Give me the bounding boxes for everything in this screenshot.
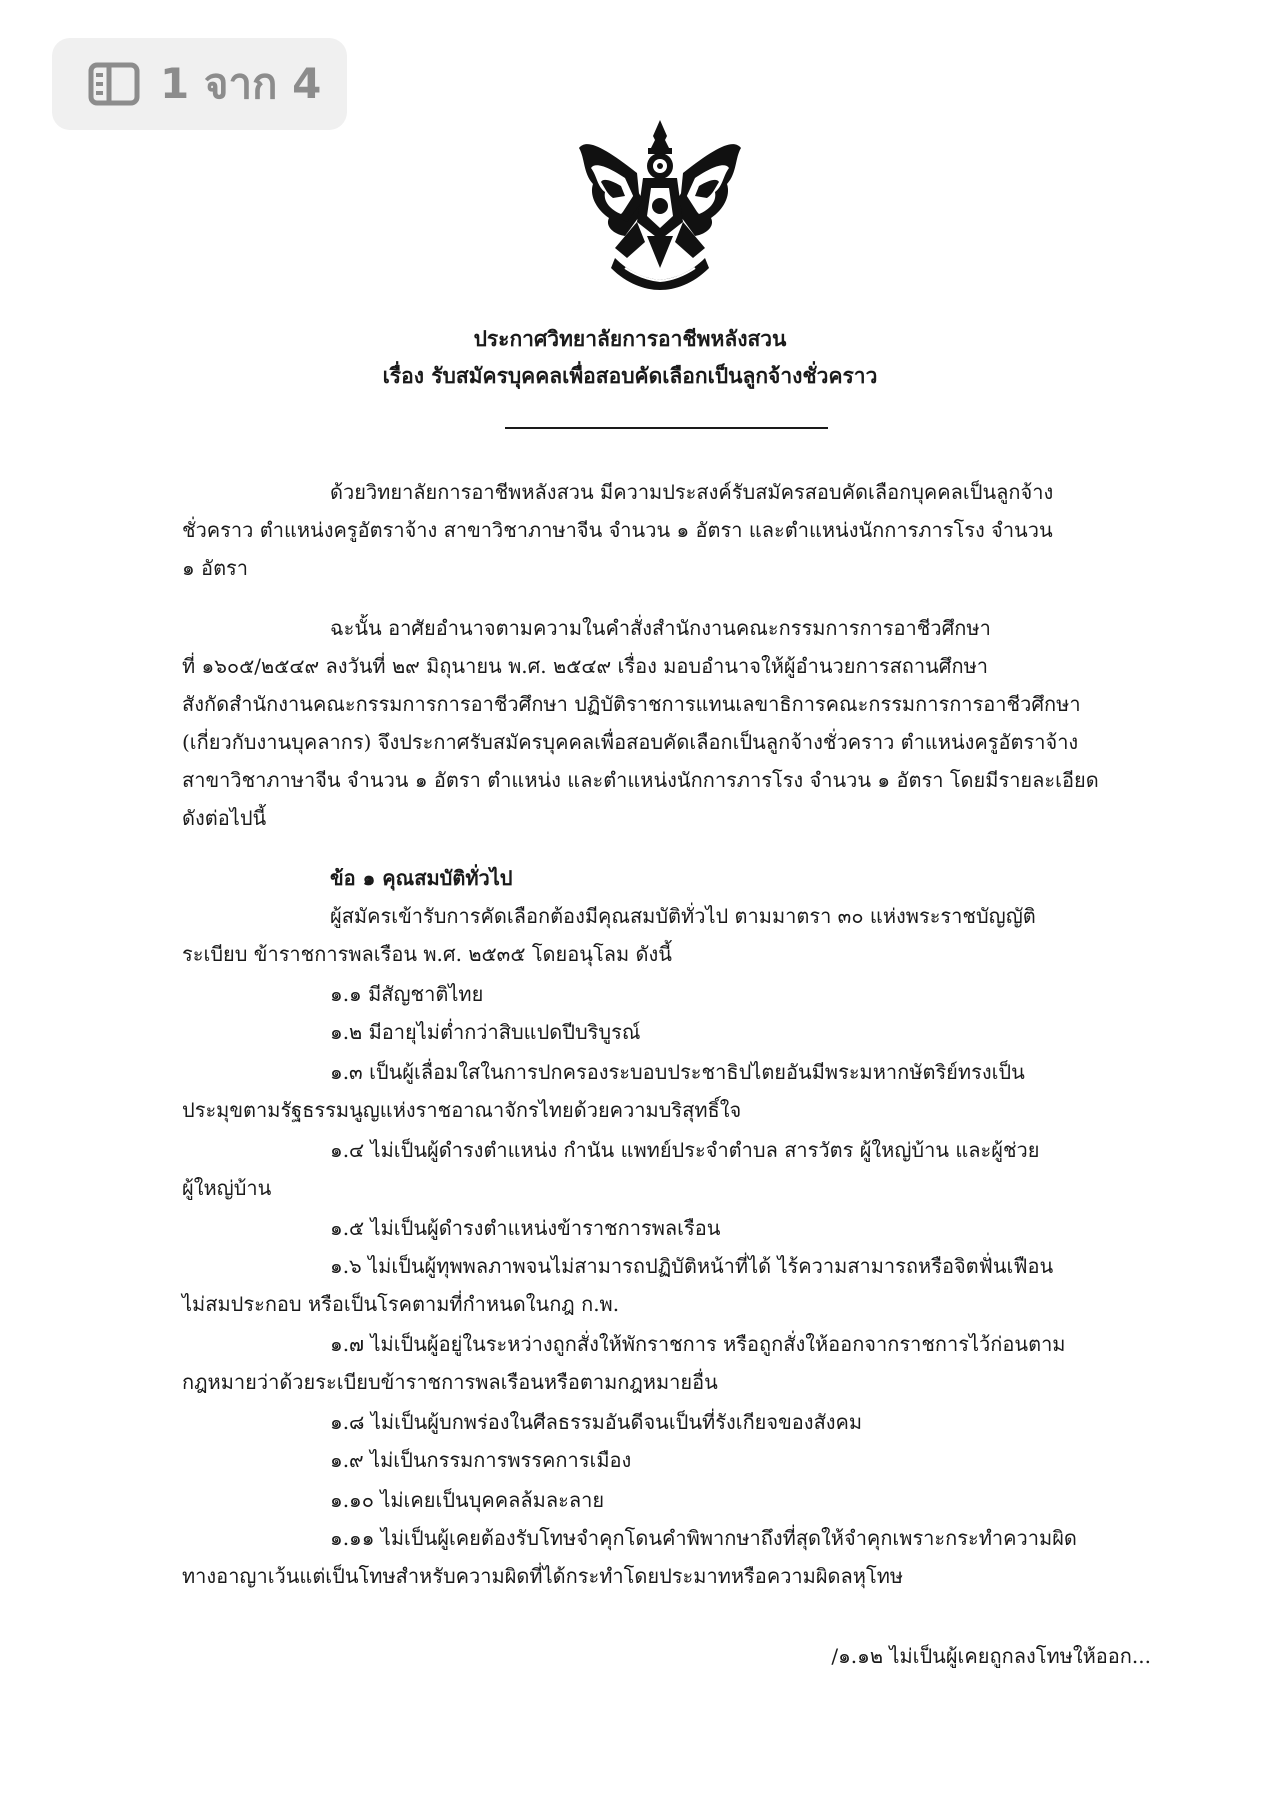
list-item-1-8: ๑.๘ ไม่เป็นผู้บกพร่องในศีลธรรมอันดีจนเป็นที่รังเกียจของสังคม [330,1410,863,1434]
list-item-1-2: ๑.๒ มีอายุไม่ต่ำกว่าสิบแปดปีบริบูรณ์ [330,1020,641,1044]
document-title: ประกาศวิทยาลัยการอาชีพหลังสวน [473,326,787,351]
page-indicator[interactable] [52,38,347,130]
garuda-emblem-icon [575,118,745,293]
list-item-1-11: ๑.๑๑ ไม่เป็นผู้เคยต้องรับโทษจำคุกโดนคำพิพากษาถึงที่สุดให้จำคุกเพราะกระทำความผิด [330,1526,1077,1550]
paragraph2-line-4: (เกี่ยวกับงานบุคลากร) จึงประกาศรับสมัครบุคคลเพื่อสอบคัดเลือกเป็นลูกจ้างชั่วคราว ตำแหน่งครูอัตราจ้าง [182,730,1079,754]
title-divider [505,427,828,429]
section1-intro-line-2: ระเบียบ ข้าราชการพลเรือน พ.ศ. ๒๕๓๕ โดยอนุโลม ดังนี้ [182,942,672,966]
paragraph1-line-3: ๑ อัตรา [182,556,249,580]
paragraph2-line-1: ฉะนั้น อาศัยอำนาจตามความในคำสั่งสำนักงานคณะกรรมการการอาชีวศึกษา [330,616,991,640]
list-item-1-5: ๑.๕ ไม่เป็นผู้ดำรงตำแหน่งข้าราชการพลเรือน [330,1216,721,1240]
list-item-1-6: ๑.๖ ไม่เป็นผู้ทุพพลภาพจนไม่สามารถปฏิบัติหน้าที่ได้ ไร้ความสามารถหรือจิตฟั่นเฟือน [330,1254,1054,1278]
paragraph2-line-5: สาขาวิชาภาษาจีน จำนวน ๑ อัตรา ตำแหน่ง และตำแหน่งนักการภารโรง จำนวน ๑ อัตรา โดยมีรายละเอียด [182,768,1099,792]
list-item-1-4-cont: ผู้ใหญ่บ้าน [182,1176,272,1200]
continuation-note: /๑.๑๒ ไม่เป็นผู้เคยถูกลงโทษให้ออก... [831,1644,1151,1668]
section1-intro-line-1: ผู้สมัครเข้ารับการคัดเลือกต้องมีคุณสมบัติทั่วไป ตามมาตรา ๓๐ แห่งพระราชบัญญัติ [330,904,1036,928]
list-item-1-7-cont: กฎหมายว่าด้วยระเบียบข้าราชการพลเรือนหรือตามกฎหมายอื่น [182,1370,718,1394]
section1-heading: ข้อ ๑ คุณสมบัติทั่วไป [330,866,513,890]
list-item-1-1: ๑.๑ มีสัญชาติไทย [330,982,484,1006]
sidebar-panel-icon [88,62,140,106]
document-subject: เรื่อง รับสมัครบุคคลเพื่อสอบคัดเลือกเป็นลูกจ้างชั่วคราว [382,363,878,388]
paragraph1-line-1: ด้วยวิทยาลัยการอาชีพหลังสวน มีความประสงค์รับสมัครสอบคัดเลือกบุคคลเป็นลูกจ้าง [330,480,1054,504]
list-item-1-11-cont: ทางอาญาเว้นแต่เป็นโทษสำหรับความผิดที่ได้กระทำโดยประมาทหรือความผิดลหุโทษ [182,1564,904,1588]
list-item-1-10: ๑.๑๐ ไม่เคยเป็นบุคคลล้มละลาย [330,1488,605,1512]
list-item-1-7: ๑.๗ ไม่เป็นผู้อยู่ในระหว่างถูกสั่งให้พักราชการ หรือถูกสั่งให้ออกจากราชการไว้ก่อนตาม [330,1332,1066,1356]
list-item-1-3-cont: ประมุขตามรัฐธรรมนูญแห่งราชอาณาจักรไทยด้วยความบริสุทธิ์ใจ [182,1098,742,1122]
paragraph2-line-3: สังกัดสำนักงานคณะกรรมการการอาชีวศึกษา ปฏิบัติราชการแทนเลขาธิการคณะกรรมการการอาชีวศึกษา [182,692,1081,716]
list-item-1-4: ๑.๔ ไม่เป็นผู้ดำรงตำแหน่ง กำนัน แพทย์ประจำตำบล สารวัตร ผู้ใหญ่บ้าน และผู้ช่วย [330,1138,1040,1162]
list-item-1-9: ๑.๙ ไม่เป็นกรรมการพรรคการเมือง [330,1448,632,1472]
page-indicator-label: 1 จาก 4 [160,59,322,108]
list-item-1-6-cont: ไม่สมประกอบ หรือเป็นโรคตามที่กำหนดในกฎ ก.พ. [182,1292,620,1316]
paragraph2-line-6: ดังต่อไปนี้ [182,806,267,830]
list-item-1-3: ๑.๓ เป็นผู้เลื่อมใสในการปกครองระบอบประชาธิปไตยอันมีพระมหากษัตริย์ทรงเป็น [330,1060,1025,1084]
paragraph1-line-2: ชั่วคราว ตำแหน่งครูอัตราจ้าง สาขาวิชาภาษาจีน จำนวน ๑ อัตรา และตำแหน่งนักการภารโรง จำนวน [182,518,1053,542]
paragraph2-line-2: ที่ ๑๖๐๕/๒๕๔๙ ลงวันที่ ๒๙ มิถุนายน พ.ศ. ๒๕๔๙ เรื่อง มอบอำนาจให้ผู้อำนวยการสถานศึกษา [182,654,989,678]
